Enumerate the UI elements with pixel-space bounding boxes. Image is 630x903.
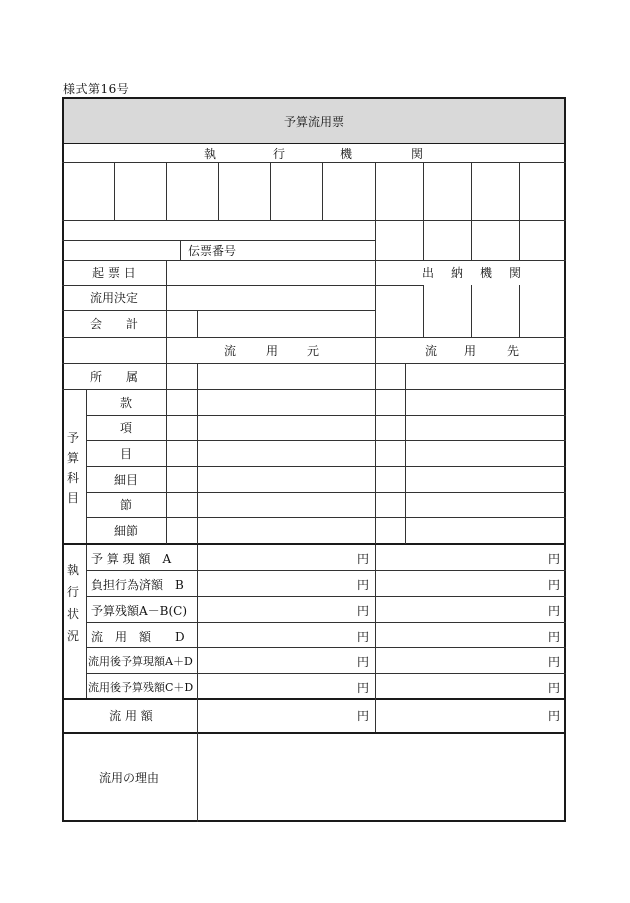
rule <box>62 543 566 545</box>
execution-status-char: 執 <box>66 563 80 577</box>
execution-status-char: 行 <box>66 585 80 599</box>
transfer-destination-char: 用 <box>463 344 477 358</box>
rule <box>86 492 566 493</box>
rule <box>86 415 566 416</box>
executing-agency-char: 行 <box>272 147 286 161</box>
yen-unit: 円 <box>357 630 370 644</box>
rule <box>62 698 566 700</box>
rule <box>114 162 115 220</box>
rule <box>62 732 566 734</box>
execution-status-char: 状 <box>66 607 80 621</box>
yen-unit: 円 <box>548 709 561 723</box>
rule <box>86 545 87 698</box>
execution-row-label: 流用後予算現額A＋D <box>88 655 193 668</box>
rule <box>197 363 198 544</box>
rule <box>86 647 566 648</box>
budget-item-label: 細目 <box>113 473 139 487</box>
rule <box>86 596 566 597</box>
rule <box>86 389 87 543</box>
rule <box>471 162 472 260</box>
rule <box>166 162 167 220</box>
rule <box>375 337 376 544</box>
yen-unit: 円 <box>548 552 561 566</box>
disbursing-agency-char: 関 <box>508 266 522 280</box>
budget-item-char: 目 <box>66 491 80 505</box>
transfer-decision-label: 流用決定 <box>89 291 139 305</box>
transfer-destination-char: 先 <box>506 344 520 358</box>
transfer-source-char: 用 <box>265 344 279 358</box>
executing-agency-char: 機 <box>339 147 353 161</box>
budget-item-char: 予 <box>66 431 80 445</box>
execution-row-label: 流 用 額 D <box>91 630 185 644</box>
rule <box>322 162 323 220</box>
rule <box>423 285 424 337</box>
rule <box>86 517 566 518</box>
rule <box>62 389 566 390</box>
transfer-amount-label: 流 用 額 <box>109 709 153 723</box>
rule <box>519 162 520 260</box>
rule <box>375 545 376 732</box>
execution-row-label: 予算残額A－B(C) <box>91 604 188 618</box>
rule <box>471 285 472 337</box>
form-title: 予算流用票 <box>283 115 345 129</box>
execution-status-char: 況 <box>66 629 80 643</box>
rule <box>180 240 181 260</box>
executing-agency-char: 執 <box>203 147 217 161</box>
execution-row-label: 流用後予算残額C＋D <box>88 681 194 694</box>
yen-unit: 円 <box>357 604 370 618</box>
yen-unit: 円 <box>548 578 561 592</box>
rule <box>197 310 198 337</box>
rule <box>270 162 271 220</box>
form-number: 様式第16号 <box>63 82 130 96</box>
yen-unit: 円 <box>357 578 370 592</box>
budget-item-char: 算 <box>66 451 80 465</box>
rule <box>86 673 566 674</box>
accounting-label: 会 計 <box>89 317 139 331</box>
disbursing-agency-char: 納 <box>450 266 464 280</box>
reason-label: 流用の理由 <box>98 771 160 785</box>
yen-unit: 円 <box>548 604 561 618</box>
budget-item-label: 細節 <box>113 524 139 538</box>
rule <box>86 622 566 623</box>
execution-row-label: 負担行為済額 B <box>91 578 184 592</box>
rule <box>519 285 520 337</box>
rule <box>197 545 198 822</box>
rule <box>375 162 376 337</box>
budget-item-label: 項 <box>119 421 133 435</box>
budget-item-label: 目 <box>119 447 133 461</box>
disbursing-agency-char: 出 <box>421 266 435 280</box>
slip-number-label: 伝票番号 <box>188 244 237 258</box>
disbursing-agency-char: 機 <box>479 266 493 280</box>
yen-unit: 円 <box>548 655 561 669</box>
rule <box>218 162 219 220</box>
rule <box>405 363 406 544</box>
rule <box>62 285 423 286</box>
rule <box>62 310 375 311</box>
rule <box>62 143 566 144</box>
rule <box>62 260 566 261</box>
yen-unit: 円 <box>548 681 561 695</box>
budget-item-label: 款 <box>119 396 133 410</box>
yen-unit: 円 <box>357 552 370 566</box>
rule <box>86 466 566 467</box>
yen-unit: 円 <box>357 681 370 695</box>
rule <box>166 260 167 544</box>
transfer-source-char: 元 <box>306 344 320 358</box>
transfer-source-char: 流 <box>223 344 237 358</box>
issue-date-label: 起 票 日 <box>92 266 136 280</box>
yen-unit: 円 <box>357 709 370 723</box>
yen-unit: 円 <box>357 655 370 669</box>
rule <box>86 570 566 571</box>
rule <box>62 240 375 241</box>
department-label: 所 属 <box>89 370 139 384</box>
rule <box>86 440 566 441</box>
transfer-destination-char: 流 <box>424 344 438 358</box>
executing-agency-char: 関 <box>410 147 424 161</box>
rule <box>423 162 424 260</box>
yen-unit: 円 <box>548 630 561 644</box>
rule <box>62 337 566 338</box>
budget-item-char: 科 <box>66 471 80 485</box>
budget-item-label: 節 <box>119 498 133 512</box>
rule <box>62 220 566 221</box>
execution-row-label: 予 算 現 額 A <box>91 552 172 566</box>
rule <box>62 162 566 163</box>
rule <box>62 363 566 364</box>
